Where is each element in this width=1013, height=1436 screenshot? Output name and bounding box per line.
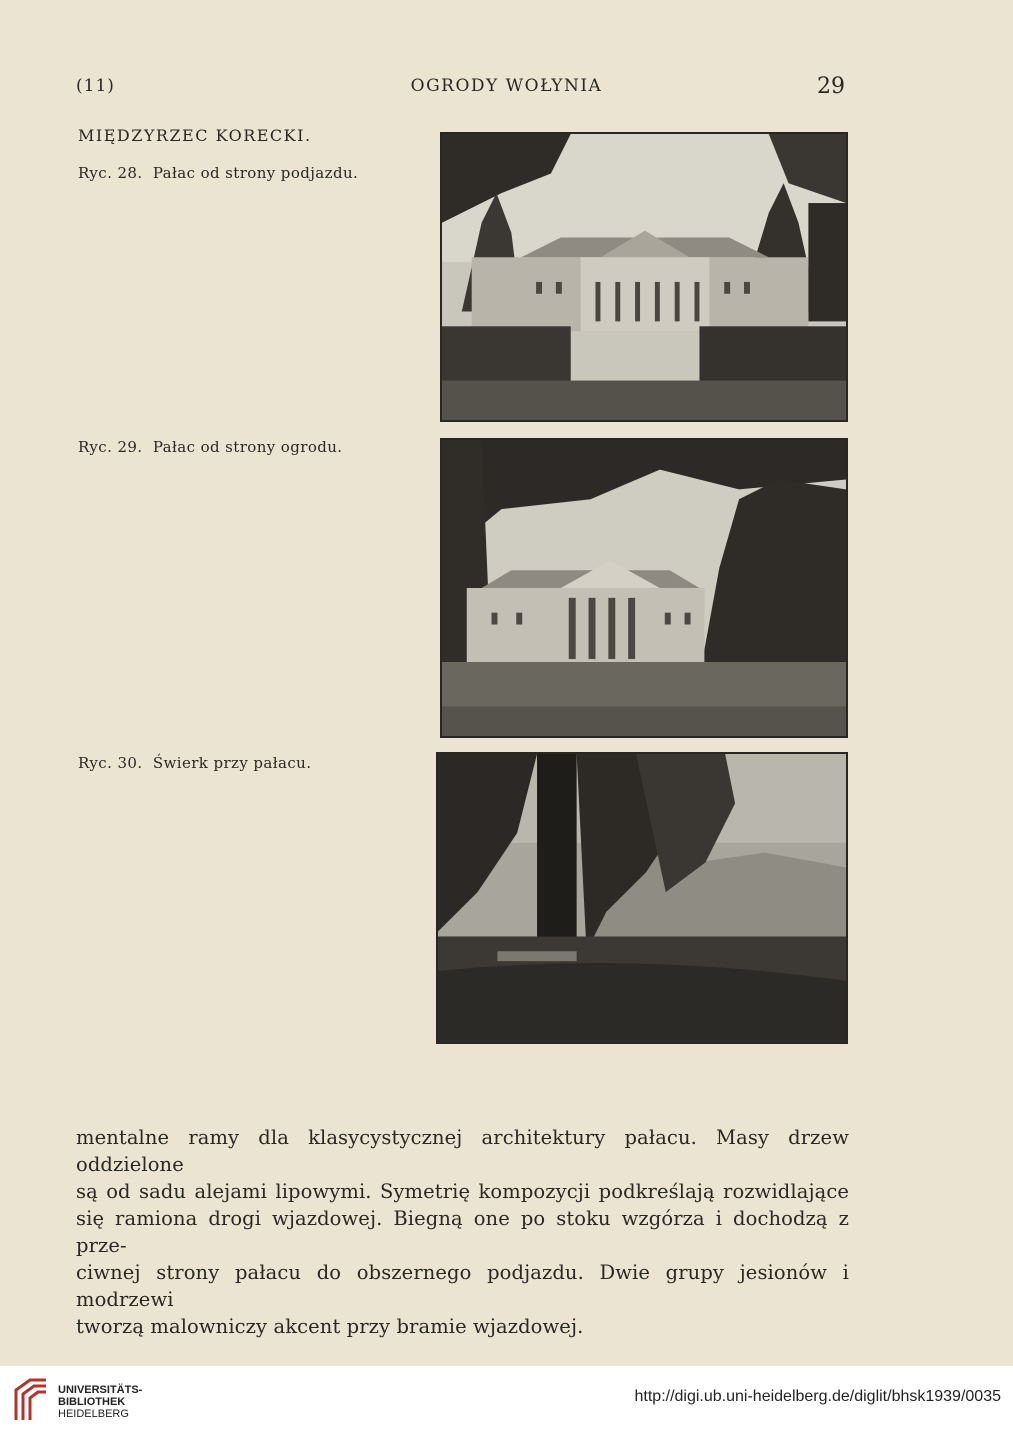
photo-spruce-by-palace (436, 752, 848, 1044)
body-line: są od sadu alejami lipowymi. Symetrię kompozycji podkreślają rozwidlające (76, 1180, 849, 1203)
body-line: się ramiona drogi wjazdowej. Biegną one po stoku wzgórza i dochodzą z prze- (76, 1207, 849, 1257)
figure-caption-29 (78, 438, 342, 456)
figure-label: Ryc. 29. (78, 438, 143, 456)
chapter-number: (11) (76, 76, 115, 96)
figure-label: Ryc. 28. (78, 164, 143, 182)
library-name[interactable] (58, 1384, 142, 1420)
library-logo-icon (12, 1376, 52, 1422)
photo-palace-garden (440, 438, 848, 738)
body-line: mentalne ramy dla klasycystycznej architektury pałacu. Masy drzew oddzielone (76, 1126, 849, 1176)
figure-label: Ryc. 30. (78, 754, 143, 772)
source-url-link[interactable]: http://digi.ub.uni-heidelberg.de/diglit/bhsk1939/0035 (634, 1388, 1001, 1405)
figure-caption-text: Pałac od strony ogrodu. (152, 438, 343, 456)
digitization-footer (0, 1366, 1013, 1436)
photo-palace-driveway (440, 132, 848, 422)
figure-caption-30 (78, 754, 311, 772)
library-name-line3: HEIDELBERG (58, 1408, 129, 1420)
figure-caption-text: Pałac od strony podjazdu. (152, 164, 359, 182)
figure-caption-28 (78, 164, 358, 182)
section-title: MIĘDZYRZEC KORECKI. (78, 126, 312, 145)
running-title: OGRODY WOŁYNIA (410, 76, 603, 96)
page-number: 29 (817, 74, 845, 99)
body-paragraph (76, 1124, 849, 1340)
figure-caption-text: Świerk przy pałacu. (152, 754, 312, 772)
body-line: ciwnej strony pałacu do obszernego podjazdu. Dwie grupy jesionów i modrzewi (76, 1261, 849, 1311)
body-line: tworzą malowniczy akcent przy bramie wjazdowej. (76, 1315, 584, 1338)
library-name-line1: UNIVERSITÄTS- (58, 1384, 143, 1396)
library-name-line2: BIBLIOTHEK (58, 1396, 126, 1408)
